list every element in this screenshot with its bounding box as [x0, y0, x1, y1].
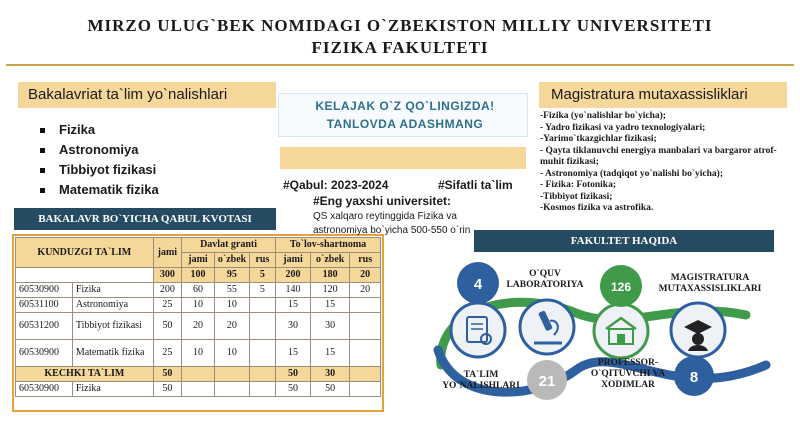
magistratura-item: -Kosmos fizika va astrofika. — [540, 203, 654, 213]
stat-value-prof: 8 — [689, 369, 699, 386]
stat-value-mag: 126 — [610, 280, 632, 294]
name-cell: Fizika — [72, 283, 153, 298]
name-cell: Tibbiyot fizikasi — [72, 313, 153, 340]
name-cell: Fizika — [72, 382, 153, 397]
subcol: jami — [276, 253, 311, 268]
table-row: 60531100 Astronomiya 25 10 10 15 15 — [16, 298, 381, 313]
table-totals-row — [16, 268, 381, 283]
gold-band — [280, 147, 526, 169]
qs-ranking-line2: astronomiya bo`yicha 500-550 o`rin — [313, 225, 471, 236]
stat-value-lab: 4 — [473, 276, 483, 293]
bullet-icon — [40, 188, 45, 193]
magistratura-heading: Magistratura mutaxassisliklari — [539, 82, 787, 108]
magistratura-item: -Fizika (yo`nalishlar bo`yicha); — [540, 111, 666, 121]
stat-label-prof: PROFESSOR- O`QITUVCHI VA XODIMLAR — [590, 358, 666, 390]
kvota-heading: BAKALAVR BO`YICHA QABUL KVOTASI — [14, 208, 276, 230]
subcol: o`zbek — [214, 253, 249, 268]
bullet-icon — [40, 148, 45, 153]
stat-value-ta: 21 — [538, 373, 556, 390]
name-cell: Matematik fizika — [72, 340, 153, 367]
bakalavriat-heading: Bakalavriat ta`lim yo`nalishlari — [18, 82, 276, 108]
bakalavriat-item: Tibbiyot fizikasi — [40, 160, 159, 180]
total-cell: 20 — [350, 268, 381, 283]
table-row: 60530900 Matematik fizika 25 10 10 15 15 — [16, 340, 381, 367]
school-icon-circle — [594, 304, 648, 358]
hashtag-eng: #Eng yaxshi universitet: — [313, 194, 452, 208]
bakalavriat-item: Astronomiya — [40, 140, 159, 160]
code-cell: 60531200 — [16, 313, 73, 340]
col-jami: jami — [153, 238, 181, 268]
col-davlat-granti: Davlat granti — [182, 238, 276, 253]
kvota-table — [15, 237, 381, 397]
magistratura-list — [540, 111, 792, 215]
name-cell: Astronomiya — [72, 298, 153, 313]
total-cell: 95 — [214, 268, 249, 283]
bullet-icon — [40, 128, 45, 133]
magistratura-item: - Fizika: Fotonika; — [540, 180, 616, 190]
table-row: 60531200 Tibbiyot fizikasi 50 20 20 30 30 — [16, 313, 381, 340]
evening-totals-row: KECHKI TA`LIM 50 50 30 — [16, 367, 381, 382]
slogan-line2: TANLOVDA ADASHMANG — [326, 117, 484, 131]
total-cell: 300 — [153, 268, 181, 283]
magistratura-item: -Tibbiyot fizikasi; — [540, 191, 613, 202]
stat-label-ta: TA`LIM YO`NALISHLARI — [442, 370, 520, 391]
code-cell: 60530900 — [16, 382, 73, 397]
fakultet-heading: FAKULTET HAQIDA — [474, 230, 774, 252]
subcol: jami — [182, 253, 215, 268]
table-row: 60530900 Fizika 200 60 55 5 140 120 20 — [16, 283, 381, 298]
document-icon-circle — [451, 303, 505, 357]
hashtag-qabul: #Qabul: 2023-2024 — [283, 178, 389, 192]
bakalavriat-list — [40, 120, 159, 200]
bakalavriat-item: Fizika — [40, 120, 159, 140]
magistratura-item: - Astronomiya (tadqiqot yo`nalishi bo`yicha); — [540, 168, 723, 179]
subcol: o`zbek — [311, 253, 350, 268]
magistratura-item: - Qayta tiklanuvchi energiya manbalari va bargaror atrof-muhit fizikasi; — [540, 145, 777, 167]
stat-label-lab: O`QUV LABORATORIYA — [506, 269, 584, 290]
total-cell: 200 — [276, 268, 311, 283]
table-row: 60530900 Fizika 50 50 50 — [16, 382, 381, 397]
stat-label-mag: MAGISTRATURA MUTAXASSISLIKLARI — [658, 273, 762, 294]
qs-ranking-line1: QS xalqaro reytinggida Fizika va — [313, 211, 457, 222]
bullet-icon — [40, 168, 45, 173]
magistratura-item: -Yarimo`tkazgichlar fizikasi; — [540, 134, 657, 144]
code-cell: 60530900 — [16, 283, 73, 298]
faculty-title: FIZIKA FAKULTETI — [311, 38, 489, 57]
col-tolov-shartnoma: To`lov-shartnoma — [276, 238, 381, 253]
magistratura-item: - Yadro fizikasi va yadro texnologiyalari; — [540, 122, 706, 133]
bakalavriat-item: Matematik fizika — [40, 180, 159, 200]
code-cell: 60531100 — [16, 298, 73, 313]
subcol: rus — [350, 253, 381, 268]
col-kunduzgi: KUNDUZGI TA`LIM — [16, 238, 154, 268]
evening-label: KECHKI TA`LIM — [16, 367, 154, 382]
hashtag-sifat: #Sifatli ta`lim — [438, 178, 513, 192]
university-title: MIRZO ULUG`BEK NOMIDAGI O`ZBEKISTON MILLIY UNIVERSITETI — [87, 16, 713, 35]
total-cell: 180 — [311, 268, 350, 283]
total-cell: 100 — [182, 268, 215, 283]
slogan-line1: KELAJAK O`Z QO`LINGIZDA! — [315, 99, 495, 113]
total-cell: 5 — [249, 268, 275, 283]
subcol: rus — [249, 253, 275, 268]
header-divider — [6, 64, 794, 66]
code-cell: 60530900 — [16, 340, 73, 367]
table-header-row — [16, 238, 381, 253]
